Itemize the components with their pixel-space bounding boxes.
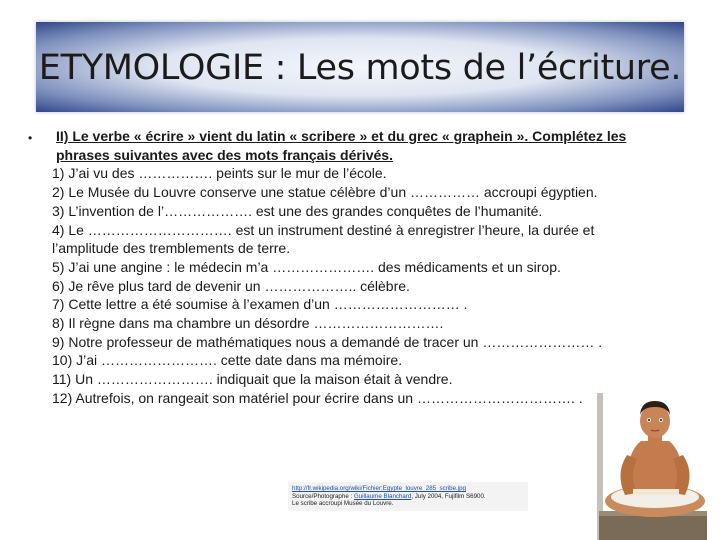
sentence-item: 7) Cette lettre a été soumise à l’examen d’un ……………………… . [52, 296, 468, 313]
sentence-item: 4) Le …………………………. est un instrument destiné à enregistrer l’heure, la durée et l’amplitude des tremblements de terre. [52, 221, 595, 257]
bullet-point: • [28, 131, 33, 145]
caption-description: Le scribe accroupi Musée du Louvre. [292, 500, 394, 508]
sentence-item: 2) Le Musée du Louvre conserve une statue célèbre d’un …………… accroupi égyptien. [52, 184, 598, 201]
sentence-item: 10) J’ai ……………………. cette date dans ma mémoire. [52, 352, 403, 369]
exercise-text [52, 127, 652, 408]
photographer-link[interactable]: Guillaume Blanchard [353, 492, 412, 500]
image-caption [288, 482, 528, 511]
seated-scribe-image [597, 393, 707, 540]
sentence-item: 9) Notre professeur de mathématiques nous a demandé de tracer un …………………… . [52, 333, 603, 350]
sentence-item: 11) Un ……………………. indiquait que la maison était à vendre. [52, 371, 453, 388]
sentence-item: 1) J’ai vu des ……………. peints sur le mur de l’école. [52, 165, 387, 182]
source-prefix: Source/Photographe : [292, 492, 354, 500]
source-suffix: , July 2004, Fujifilm S6900. [411, 492, 486, 500]
sentence-item: 3) L’invention de l’………………. est une des grandes conquêtes de l’humanité. [52, 202, 543, 219]
exercise-instruction: II) Le verbe « écrire » vient du latin « scribere » et du grec « graphein ». Complétez les phrases suivantes avec des mots français dérivés. [56, 128, 627, 163]
sentence-item: 6) Je rêve plus tard de devenir un ……………….. célèbre. [52, 277, 410, 294]
sentence-list [52, 164, 652, 407]
sentence-item: 12) Autrefois, on rangeait son matériel pour écrire dans un ……………………………. . [52, 389, 583, 406]
slide-title: ETYMOLOGIE : Les mots de l’écriture. [38, 48, 682, 88]
source-link[interactable]: http://fr.wikipedia.org/wiki/Fichier:Egypte_louvre_285_scribe.jpg [292, 485, 467, 492]
sentence-item: 8) Il règne dans ma chambre un désordre ………………………. [52, 315, 444, 332]
sentence-item: 5) J’ai une angine : le médecin m’a …………………. des médicaments et un sirop. [52, 258, 561, 275]
